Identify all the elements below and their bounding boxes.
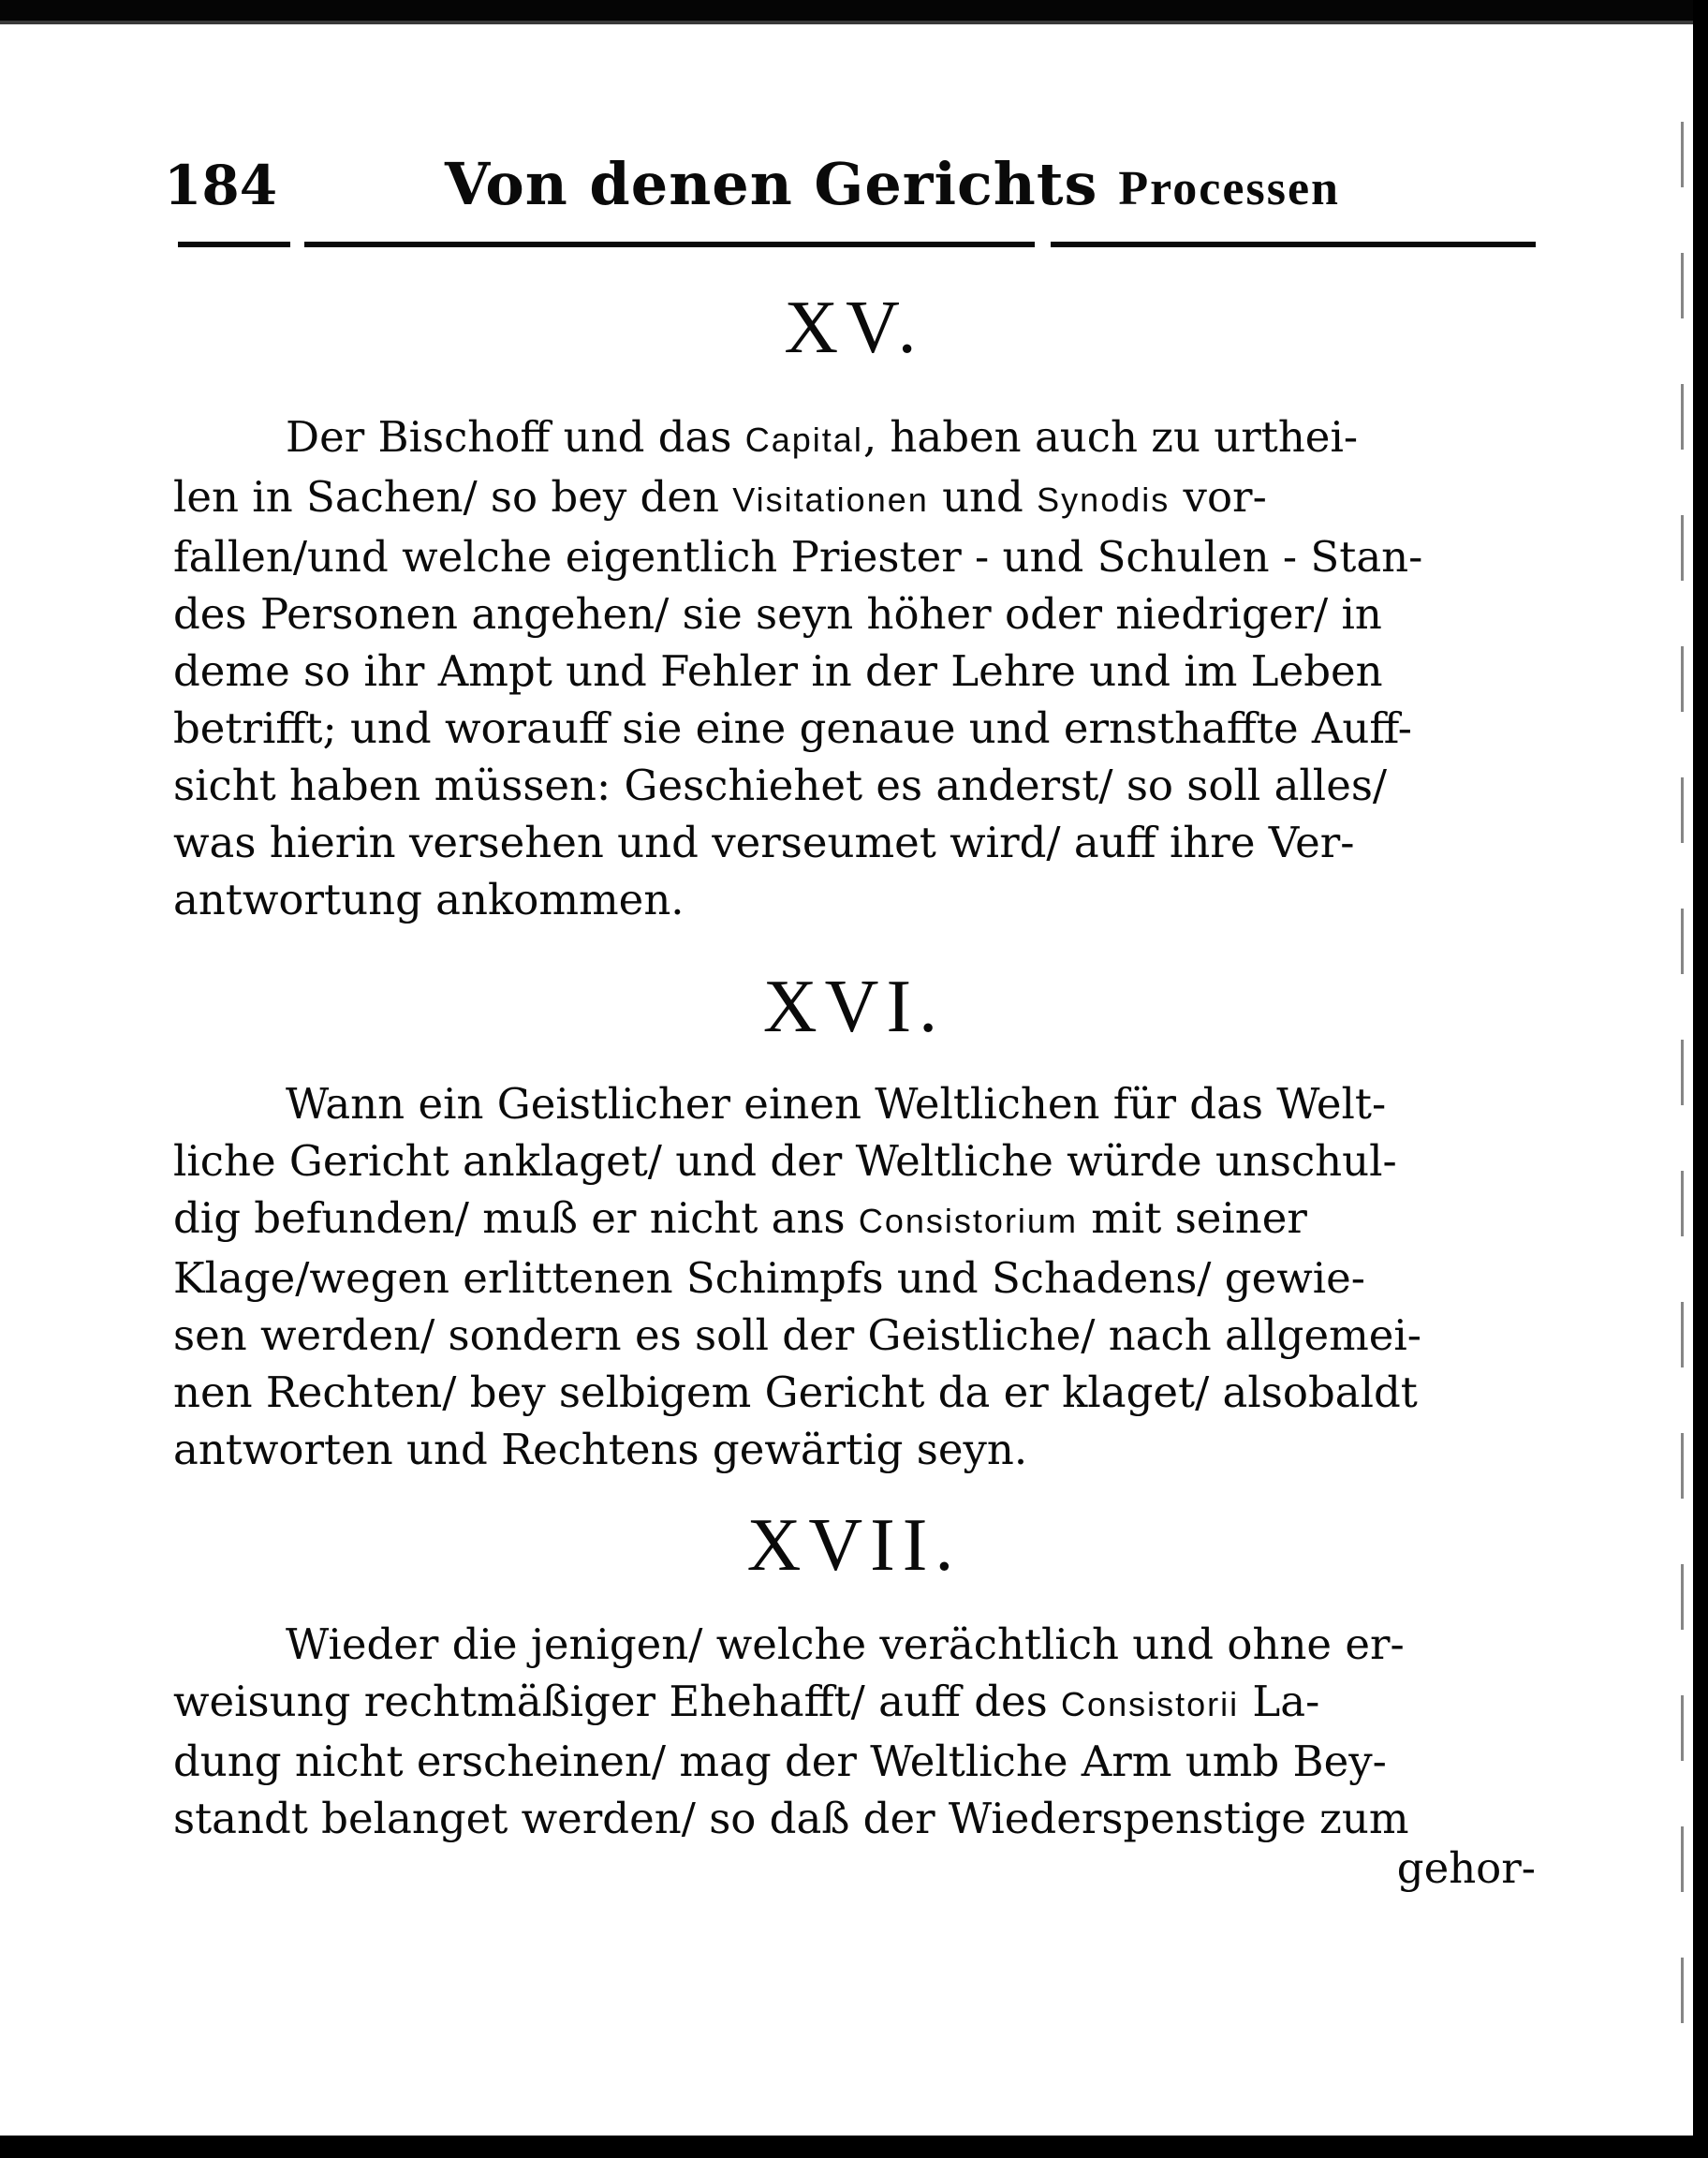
text-line [173,1733,1540,1790]
text-line [173,700,1540,757]
latin-term: Consistorium [858,1202,1078,1240]
text-run: sen werden/ sondern es soll der Geistliche/ nach allgemei- [173,1310,1421,1360]
section-number-xvi: XVI. [762,966,946,1048]
text-run: sicht haben müssen: Geschiehet es anderst/ so soll alles/ [173,761,1388,810]
text-run: liche Gericht anklaget/ und der Weltliche würde unschul- [173,1136,1397,1186]
text-run: des Personen angehen/ sie seyn höher oder niedriger/ in [173,589,1382,639]
scan-bottom-edge [0,2136,1708,2158]
text-run: vor- [1170,472,1267,522]
latin-term: Visitationen [732,480,929,519]
text-line [173,1673,1540,1733]
text-run: deme so ihr Ampt und Fehler in der Lehre und im Leben [173,646,1383,696]
latin-term: Synodis [1037,480,1171,519]
text-run: was hierin versehen und verseumet wird/ auff ihre Ver- [173,818,1355,867]
text-line [173,643,1540,700]
text-run: fallen/und welche eigentlich Priester - und Schulen - Stan- [173,532,1423,582]
text-run: antworten und Rechtens gewärtig seyn. [173,1425,1028,1474]
text-line [173,1132,1540,1190]
text-line [173,1075,1540,1132]
text-run: Wieder die jenigen/ welche verächtlich und ohne er- [286,1619,1405,1669]
text-run: mit seiner [1077,1193,1307,1243]
page-number: 184 [164,154,278,217]
text-line [173,1249,1540,1307]
text-run: La- [1239,1677,1320,1726]
text-run: len in Sachen/ so bey den [173,472,733,522]
latin-term: Capital [744,421,863,459]
text-run: antwortung ankommen. [173,875,685,924]
scan-top-edge [0,0,1708,32]
section-number-xv: XV. [784,287,924,369]
running-title-blackletter: Von denen Gerichts [445,150,1098,218]
text-run: Klage/wegen erlittenen Schimpfs und Schadens/ gewie- [173,1253,1365,1303]
section-number-xvii: XVII. [746,1504,962,1587]
text-run: Der Bischoff und das [286,412,745,462]
text-line [173,1421,1540,1478]
text-line [173,1790,1540,1847]
text-line [173,757,1540,814]
text-line [173,585,1540,643]
section-xvi-paragraph [173,1075,1540,1478]
text-line [173,1307,1540,1364]
page-header [164,150,1531,234]
catchword: gehor- [1396,1843,1536,1893]
text-run: dung nicht erscheinen/ mag der Weltliche Arm umb Bey- [173,1737,1387,1786]
running-title [445,150,1340,218]
text-run: betrifft; und worauff sie eine genaue und ernsthaffte Auff- [173,703,1412,753]
text-line [173,468,1540,528]
text-run: und [928,472,1038,522]
section-xv-paragraph [173,408,1540,928]
text-run: Wann ein Geistlicher einen Weltlichen für das Welt- [286,1079,1387,1129]
text-run: weisung rechtmäßiger Ehehafft/ auff des [173,1677,1062,1726]
text-line [173,408,1540,468]
section-xvii-paragraph [173,1616,1540,1847]
text-line [173,814,1540,871]
header-rule-middle [304,242,1035,247]
running-title-latin: Processen [1118,162,1340,215]
text-run: dig befunden/ muß er nicht ans [173,1193,859,1243]
header-rule-left [178,242,290,247]
text-line [173,871,1540,928]
latin-term: Consistorii [1061,1685,1240,1723]
header-rule-right [1051,242,1536,247]
page-margin-shadow [1681,122,1684,2042]
text-line [173,1190,1540,1249]
text-run: standt belanget werden/ so daß der Wiederspenstige zum [173,1794,1409,1843]
text-run: nen Rechten/ bey selbigem Gericht da er klaget/ alsobaldt [173,1367,1418,1417]
text-line [173,1616,1540,1673]
text-line [173,528,1540,585]
text-line [173,1364,1540,1421]
text-run: , haben auch zu urthei- [862,412,1359,462]
